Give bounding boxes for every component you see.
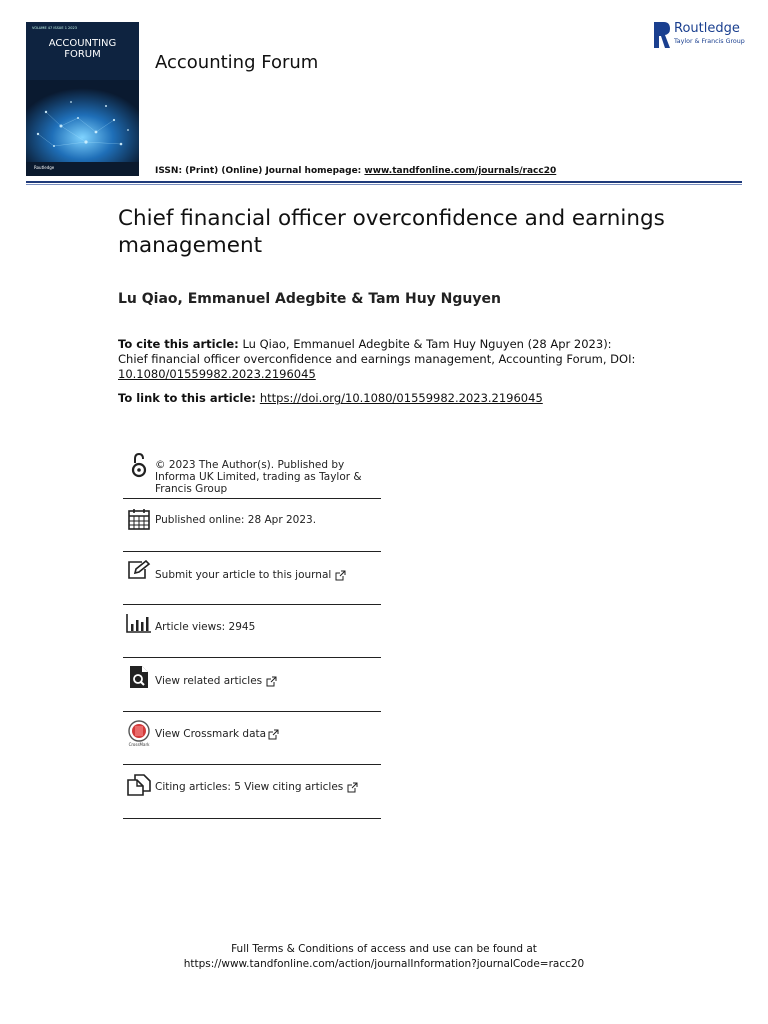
external-link-icon (335, 570, 346, 581)
list-item[interactable] (123, 658, 381, 712)
open-access-icon (131, 453, 147, 479)
journal-title: Accounting Forum (155, 52, 319, 73)
cover-title (26, 38, 139, 60)
external-link-icon (347, 782, 358, 793)
list-item (123, 605, 381, 658)
submit-article-label: Submit your article to this journal (155, 569, 332, 581)
list-item[interactable] (123, 765, 381, 819)
citing-articles-icon (127, 774, 151, 796)
citing-articles-label: Citing articles: 5 View citing articles (155, 781, 344, 793)
journal-homepage-link[interactable]: www.tandfonline.com/journals/racc20 (364, 166, 557, 176)
crossmark-label: View Crossmark data (155, 728, 267, 740)
footer-terms-link[interactable]: https://www.tandfonline.com/action/journalInformation?journalCode=racc20 (183, 958, 585, 970)
list-item (123, 449, 381, 499)
cite-label: To cite this article: (118, 337, 239, 351)
list-item (123, 499, 381, 552)
cite-doi-link[interactable]: 10.1080/01559982.2023.2196045 (118, 367, 316, 381)
publisher-subtitle: Taylor & Francis Group (674, 38, 745, 45)
cover-issue-line: VOLUME 47 ISSUE 1 2023 (32, 26, 77, 30)
header-divider-thin (26, 184, 742, 185)
external-link-icon (266, 676, 277, 687)
issn-line (155, 166, 556, 176)
edit-icon (127, 560, 151, 580)
link-label: To link to this article: (118, 391, 260, 405)
article-info-list (123, 449, 381, 819)
issn-label: ISSN: (Print) (Online) Journal homepage: (155, 166, 365, 176)
citing-articles-link[interactable] (155, 765, 358, 793)
cover-publisher: Routledge (34, 165, 55, 170)
footer-line1: Full Terms & Conditions of access and use can be found at (231, 943, 537, 955)
list-item[interactable] (123, 712, 381, 765)
article-views-text: Article views: 2945 (155, 621, 256, 633)
publisher-logo (652, 20, 744, 50)
external-link-icon (268, 729, 279, 740)
cover-title-line2: FORUM (64, 49, 101, 60)
copyright-text: © 2023 The Author(s). Published by Informa UK Limited, trading as Taylor & Francis Group (155, 459, 362, 495)
list-item[interactable] (123, 552, 381, 605)
journal-cover-image (26, 22, 139, 176)
cite-text: Lu Qiao, Emmanuel Adegbite & Tam Huy Nguyen (28 Apr 2023): Chief financial officer overconfidence and earnings management, Accounting Forum, DOI: (118, 337, 636, 366)
calendar-icon (128, 508, 150, 530)
citation-block (118, 337, 638, 382)
link-block (118, 391, 543, 405)
bar-chart-icon (126, 613, 152, 633)
publisher-name: Routledge (674, 21, 740, 36)
header-divider (26, 181, 742, 183)
crossmark-icon (128, 720, 150, 742)
footer-terms (0, 942, 768, 972)
related-articles-label: View related articles (155, 675, 263, 687)
article-title: Chief financial officer overconfidence and earnings management (118, 206, 665, 258)
published-date-text: Published online: 28 Apr 2023. (155, 514, 317, 526)
routledge-r-icon (654, 22, 670, 48)
crossmark-icon-label: CrossMark (128, 742, 150, 747)
search-document-icon (129, 665, 149, 689)
related-articles-link[interactable] (155, 658, 277, 687)
cover-title-line1: ACCOUNTING (48, 38, 117, 49)
crossmark-link[interactable] (155, 712, 279, 740)
article-authors: Lu Qiao, Emmanuel Adegbite & Tam Huy Nguyen (118, 291, 501, 307)
article-doi-link[interactable]: https://doi.org/10.1080/01559982.2023.2196045 (259, 391, 543, 405)
submit-article-link[interactable] (155, 552, 346, 581)
